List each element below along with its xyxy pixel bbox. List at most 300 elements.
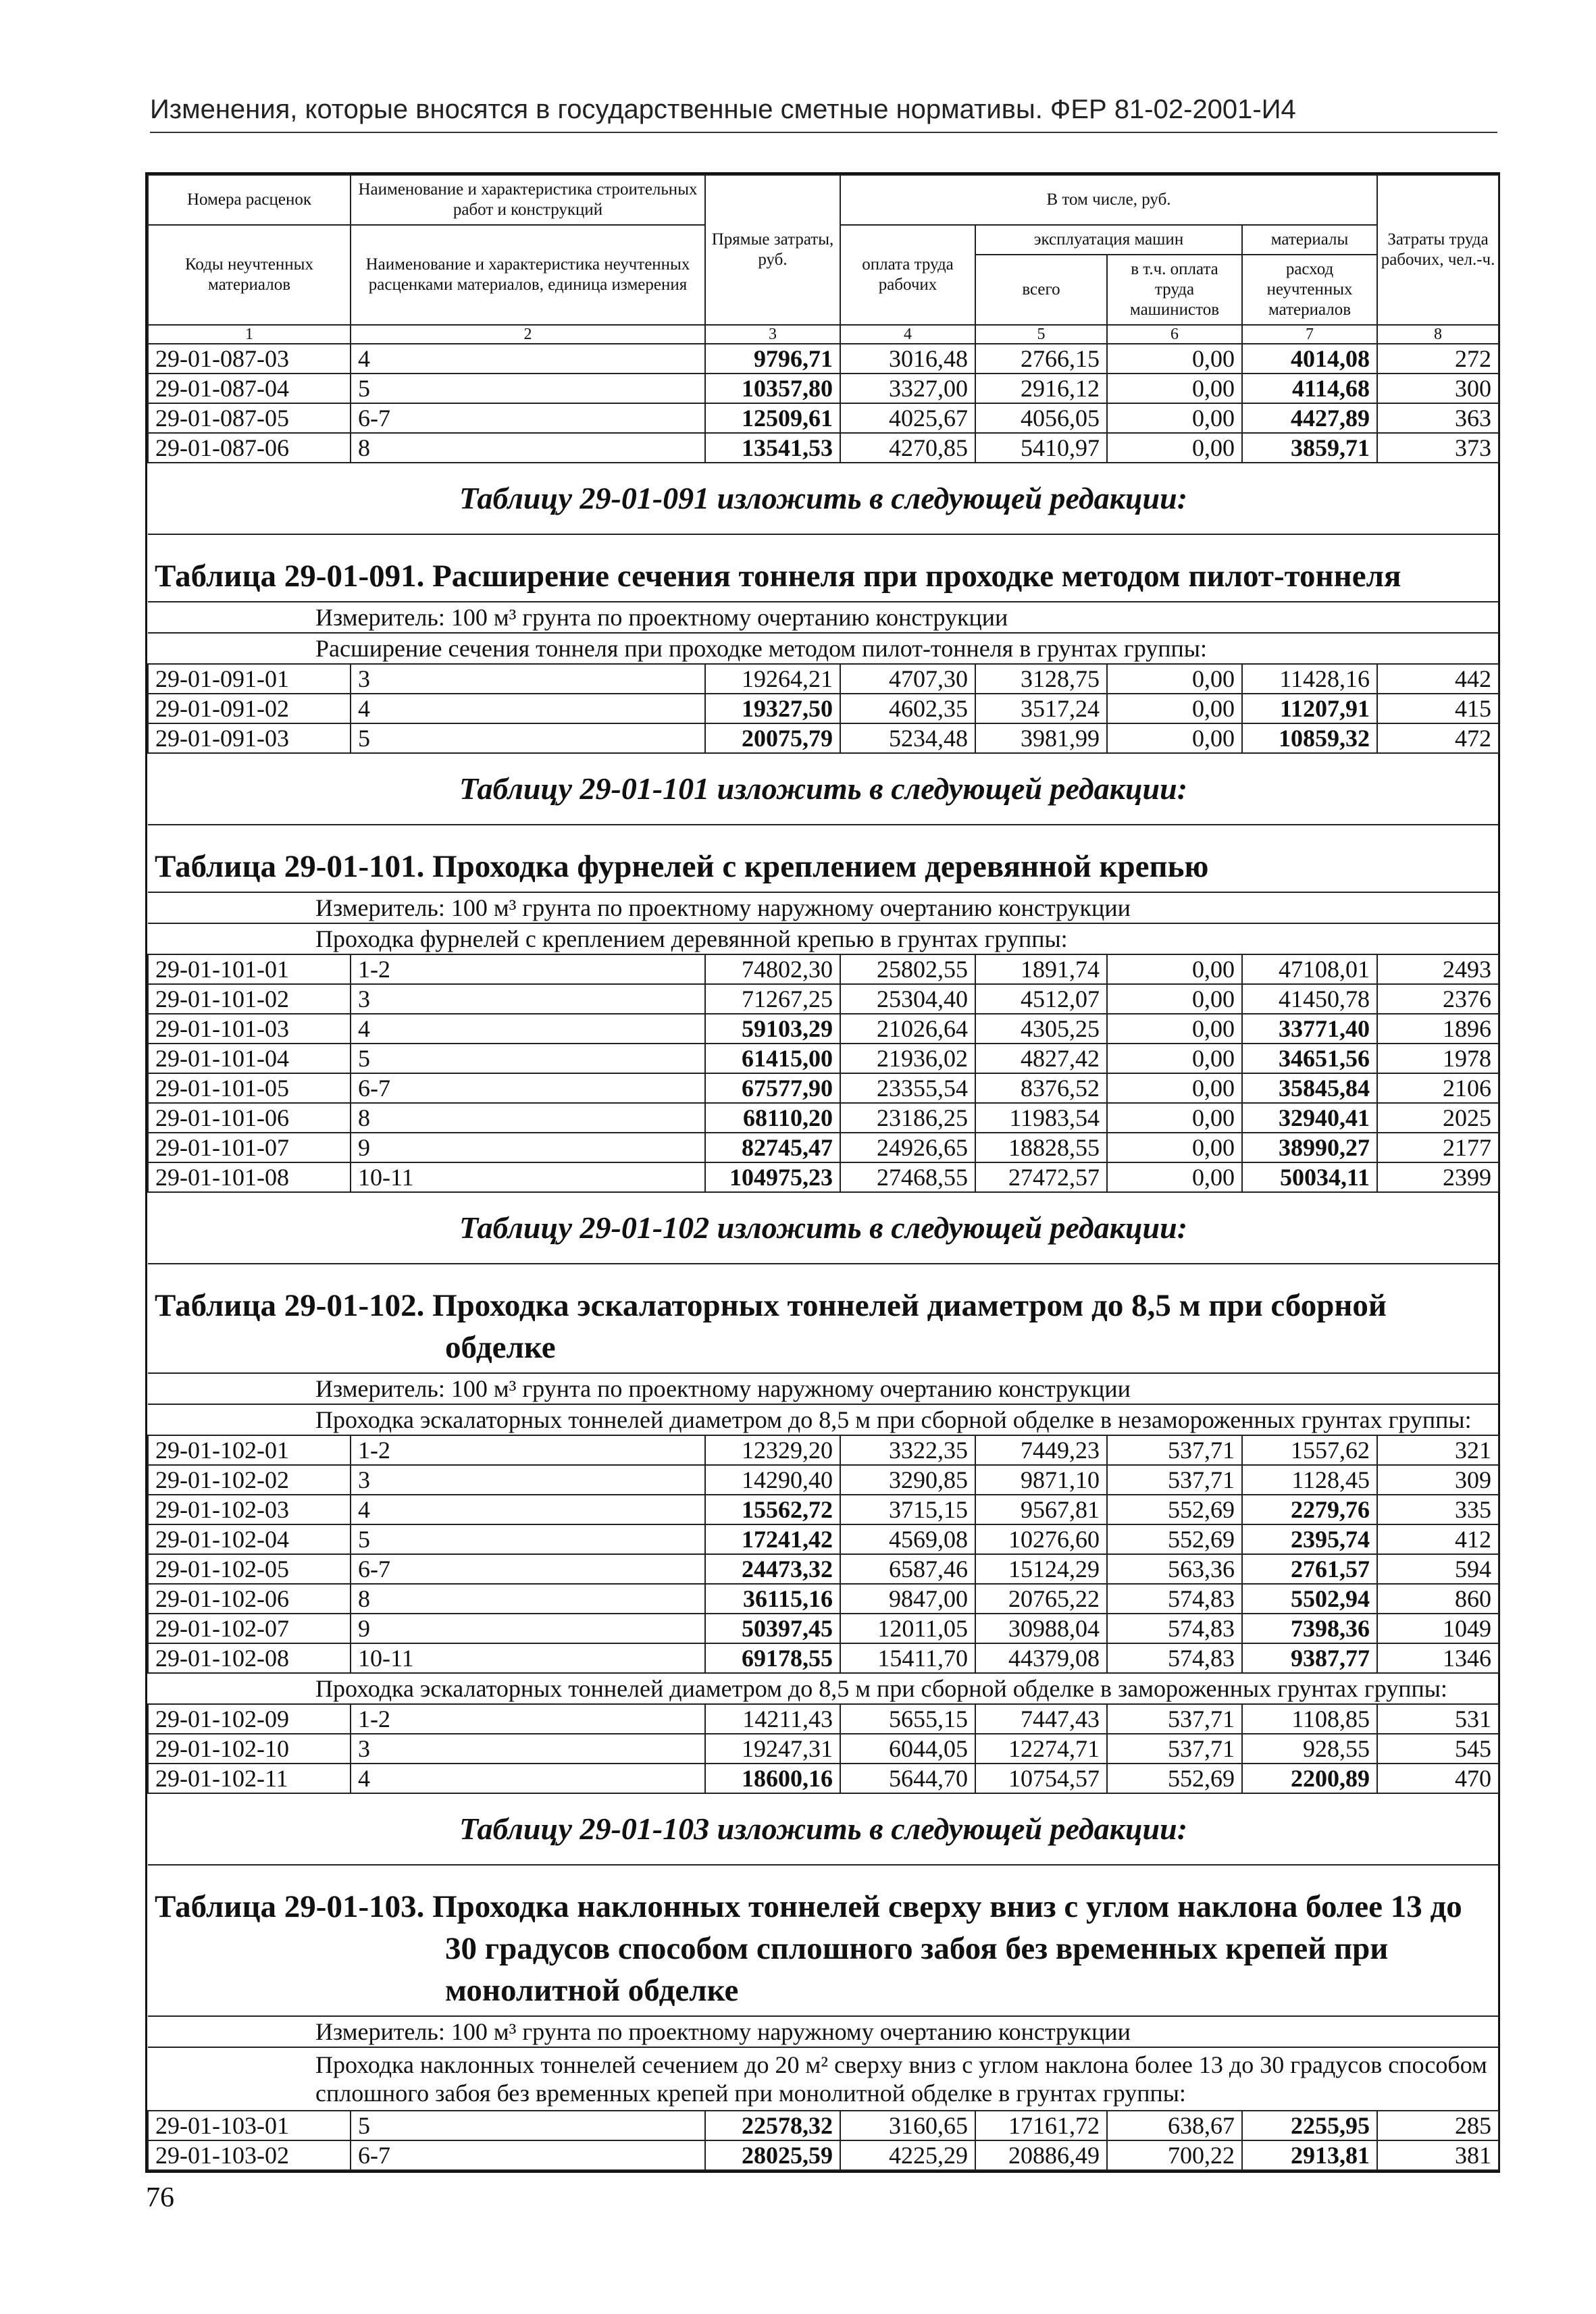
cell-mach-labor: 0,00 <box>1107 723 1242 753</box>
cell-mach: 3517,24 <box>975 694 1107 723</box>
col-name-top: Наименование и характеристика строительных работ и конструкций <box>358 180 698 219</box>
cell-hours: 381 <box>1377 2140 1499 2170</box>
table-row <box>148 2111 1499 2140</box>
cell-hours: 531 <box>1377 1704 1499 1734</box>
cell-labor: 3327,00 <box>840 374 975 403</box>
cell-group: 4 <box>351 1764 705 1793</box>
col-codes-top: Номера расценок <box>186 190 312 209</box>
materials-header: материалы <box>1242 225 1377 255</box>
cell-mach: 2916,12 <box>975 374 1107 403</box>
table-091-label: Таблица 29-01-091. <box>155 559 425 594</box>
cell-mach-labor: 700,22 <box>1107 2140 1242 2170</box>
cell-direct: 74802,30 <box>705 954 840 984</box>
cell-hours: 321 <box>1377 1435 1499 1465</box>
cell-code: 29-01-102-11 <box>148 1764 351 1793</box>
table-row <box>148 1524 1499 1554</box>
cell-mat: 2200,89 <box>1242 1764 1377 1793</box>
cell-mach: 30988,04 <box>975 1614 1107 1643</box>
cell-mach-labor: 537,71 <box>1107 1465 1242 1495</box>
cell-direct: 9796,71 <box>705 344 840 374</box>
table-row <box>148 1044 1499 1073</box>
cell-labor: 9847,00 <box>840 1584 975 1614</box>
cell-direct: 68110,20 <box>705 1103 840 1133</box>
col-name-bottom: Наименование и характеристика неучтенных расценками материалов, единица измерения <box>351 225 705 325</box>
cell-group: 10-11 <box>351 1643 705 1673</box>
cell-mat: 5502,94 <box>1242 1584 1377 1614</box>
cell-labor: 6587,46 <box>840 1554 975 1584</box>
group-header: В том числе, руб. <box>840 175 1377 225</box>
cell-code: 29-01-101-01 <box>148 954 351 984</box>
cell-mach-labor: 0,00 <box>1107 344 1242 374</box>
cell-hours: 272 <box>1377 344 1499 374</box>
table-087-body <box>148 344 1499 463</box>
cell-mach-labor: 552,69 <box>1107 1764 1242 1793</box>
cell-group: 4 <box>351 1495 705 1524</box>
cell-labor: 3322,35 <box>840 1435 975 1465</box>
cell-hours: 1978 <box>1377 1044 1499 1073</box>
cell-mat: 2279,76 <box>1242 1495 1377 1524</box>
cell-hours: 860 <box>1377 1584 1499 1614</box>
table-row <box>148 1734 1499 1764</box>
cell-labor: 3290,85 <box>840 1465 975 1495</box>
cell-code: 29-01-102-07 <box>148 1614 351 1643</box>
cell-direct: 19327,50 <box>705 694 840 723</box>
table-row <box>148 694 1499 723</box>
notice-103: Таблицу 29-01-103 изложить в следующей редакции: <box>148 1793 1499 1865</box>
cell-group: 8 <box>351 1103 705 1133</box>
table-091-measure: Измеритель: 100 м³ грунта по проектному очертанию конструкции <box>148 602 1499 633</box>
table-101-label: Таблица 29-01-101. <box>155 849 425 884</box>
cell-mach: 5410,97 <box>975 433 1107 463</box>
cell-group: 6-7 <box>351 403 705 433</box>
cell-labor: 4025,67 <box>840 403 975 433</box>
cell-code: 29-01-101-03 <box>148 1014 351 1044</box>
cell-direct: 19247,31 <box>705 1734 840 1764</box>
cell-direct: 19264,21 <box>705 664 840 694</box>
table-row <box>148 1554 1499 1584</box>
cell-hours: 412 <box>1377 1524 1499 1554</box>
table-row <box>148 664 1499 694</box>
table-row <box>148 723 1499 753</box>
cell-mach: 3128,75 <box>975 664 1107 694</box>
notice-091: Таблицу 29-01-091 изложить в следующей редакции: <box>148 463 1499 534</box>
cell-group: 1-2 <box>351 1435 705 1465</box>
cell-group: 10-11 <box>351 1162 705 1192</box>
table-102-body-frozen <box>148 1704 1499 1793</box>
cell-mat: 34651,56 <box>1242 1044 1377 1073</box>
table-102-name: Проходка эскалаторных тоннелей диаметром до 8,5 м при сборной обделке <box>432 1288 1387 1365</box>
cell-hours: 470 <box>1377 1764 1499 1793</box>
cell-labor: 15411,70 <box>840 1643 975 1673</box>
table-row <box>148 1614 1499 1643</box>
cell-group: 4 <box>351 1014 705 1044</box>
machines-header: эксплуатация машин <box>975 225 1242 255</box>
cell-group: 5 <box>351 1524 705 1554</box>
cell-labor: 3715,15 <box>840 1495 975 1524</box>
cell-code: 29-01-102-02 <box>148 1465 351 1495</box>
notice-101: Таблицу 29-01-101 изложить в следующей редакции: <box>148 753 1499 825</box>
cell-mach: 11983,54 <box>975 1103 1107 1133</box>
col-labor-header: оплата труда рабочих <box>840 225 975 325</box>
table-row <box>148 1764 1499 1793</box>
table-row <box>148 1435 1499 1465</box>
cell-group: 6-7 <box>351 2140 705 2170</box>
cell-labor: 5655,15 <box>840 1704 975 1734</box>
cell-mach-labor: 0,00 <box>1107 1162 1242 1192</box>
cell-labor: 6044,05 <box>840 1734 975 1764</box>
cell-direct: 36115,16 <box>705 1584 840 1614</box>
cell-mach-labor: 0,00 <box>1107 954 1242 984</box>
cell-mach-labor: 0,00 <box>1107 433 1242 463</box>
cell-mach: 4056,05 <box>975 403 1107 433</box>
cell-hours: 335 <box>1377 1495 1499 1524</box>
cell-code: 29-01-087-05 <box>148 403 351 433</box>
cell-group: 9 <box>351 1133 705 1162</box>
cell-hours: 2177 <box>1377 1133 1499 1162</box>
cell-mach-labor: 574,83 <box>1107 1584 1242 1614</box>
cell-mach-labor: 0,00 <box>1107 664 1242 694</box>
cell-code: 29-01-102-06 <box>148 1584 351 1614</box>
table-101-title <box>148 825 1499 892</box>
table-091-name: Расширение сечения тоннеля при проходке методом пилот-тоннеля <box>432 559 1401 594</box>
cell-mat: 4014,08 <box>1242 344 1377 374</box>
cell-mach-labor: 537,71 <box>1107 1734 1242 1764</box>
table-row <box>148 1073 1499 1103</box>
cell-mach-labor: 0,00 <box>1107 374 1242 403</box>
table-row <box>148 374 1499 403</box>
cell-labor: 3160,65 <box>840 2111 975 2140</box>
cell-hours: 2493 <box>1377 954 1499 984</box>
cell-mat: 33771,40 <box>1242 1014 1377 1044</box>
cell-mach-labor: 574,83 <box>1107 1643 1242 1673</box>
page-header: Изменения, которые вносятся в государственные сметные нормативы. ФЕР 81-02-2001-И4 <box>150 95 1497 133</box>
cell-mat: 10859,32 <box>1242 723 1377 753</box>
cell-hours: 2399 <box>1377 1162 1499 1192</box>
cell-labor: 4569,08 <box>840 1524 975 1554</box>
notice-101-section <box>148 753 1499 954</box>
cell-mach-labor: 638,67 <box>1107 2111 1242 2140</box>
col-number: 2 <box>351 325 705 344</box>
cell-mach: 18828,55 <box>975 1133 1107 1162</box>
table-091-title <box>148 534 1499 602</box>
cell-mat: 3859,71 <box>1242 433 1377 463</box>
cell-group: 5 <box>351 2111 705 2140</box>
table-103-subheader: Проходка наклонных тоннелей сечением до 20 м² сверху вниз с углом наклона более 13 до 30 градусов способом сплошного забоя без временных крепей при монолитной обделке в грунтах группы: <box>148 2047 1499 2111</box>
cell-code: 29-01-101-02 <box>148 984 351 1014</box>
cell-mach: 8376,52 <box>975 1073 1107 1103</box>
table-row <box>148 954 1499 984</box>
table-102-measure: Измеритель: 100 м³ грунта по проектному наружному очертанию конструкции <box>148 1373 1499 1404</box>
cell-hours: 2025 <box>1377 1103 1499 1133</box>
table-102-subheader-unfrozen: Проходка эскалаторных тоннелей диаметром до 8,5 м при сборной обделке в незамороженных грунтах группы: <box>148 1404 1499 1435</box>
cell-labor: 4707,30 <box>840 664 975 694</box>
table-103-title <box>148 1865 1499 2016</box>
cell-mat: 1108,85 <box>1242 1704 1377 1734</box>
cell-code: 29-01-103-01 <box>148 2111 351 2140</box>
cell-mat: 35845,84 <box>1242 1073 1377 1103</box>
cell-code: 29-01-087-04 <box>148 374 351 403</box>
cell-mach: 10754,57 <box>975 1764 1107 1793</box>
cell-code: 29-01-101-05 <box>148 1073 351 1103</box>
cell-code: 29-01-101-07 <box>148 1133 351 1162</box>
col-machines-total-header: всего <box>975 255 1107 325</box>
cell-hours: 545 <box>1377 1734 1499 1764</box>
table-101-subheader: Проходка фурнелей с креплением деревянной крепью в грунтах группы: <box>148 923 1499 954</box>
cell-labor: 25304,40 <box>840 984 975 1014</box>
cell-hours: 300 <box>1377 374 1499 403</box>
table-101-body <box>148 954 1499 1192</box>
cell-mach-labor: 0,00 <box>1107 403 1242 433</box>
cell-labor: 5234,48 <box>840 723 975 753</box>
cell-code: 29-01-087-06 <box>148 433 351 463</box>
cell-mach-labor: 552,69 <box>1107 1495 1242 1524</box>
cell-labor: 25802,55 <box>840 954 975 984</box>
cell-mach: 3981,99 <box>975 723 1107 753</box>
table-row <box>148 2140 1499 2170</box>
cell-hours: 1896 <box>1377 1014 1499 1044</box>
cell-mat: 2395,74 <box>1242 1524 1377 1554</box>
cell-mach: 44379,08 <box>975 1643 1107 1673</box>
cell-mat: 50034,11 <box>1242 1162 1377 1192</box>
table-row <box>148 1704 1499 1734</box>
column-numbers-row <box>148 325 1499 344</box>
cell-group: 8 <box>351 433 705 463</box>
cell-direct: 28025,59 <box>705 2140 840 2170</box>
cell-mach: 4305,25 <box>975 1014 1107 1044</box>
cell-code: 29-01-102-01 <box>148 1435 351 1465</box>
col-hours-header: Затраты труда рабочих, чел.-ч. <box>1377 175 1499 325</box>
cell-code: 29-01-103-02 <box>148 2140 351 2170</box>
cell-mat: 2255,95 <box>1242 2111 1377 2140</box>
col-number: 7 <box>1242 325 1377 344</box>
table-102-subheader-frozen: Проходка эскалаторных тоннелей диаметром до 8,5 м при сборной обделке в замороженных грунтах группы: <box>148 1673 1499 1704</box>
table-102-title <box>148 1264 1499 1373</box>
cell-group: 5 <box>351 374 705 403</box>
cell-hours: 373 <box>1377 433 1499 463</box>
cell-labor: 23186,25 <box>840 1103 975 1133</box>
cell-mach: 12274,71 <box>975 1734 1107 1764</box>
cell-mach-labor: 0,00 <box>1107 1014 1242 1044</box>
cell-mat: 928,55 <box>1242 1734 1377 1764</box>
cell-mach: 2766,15 <box>975 344 1107 374</box>
table-091-subheader: Расширение сечения тоннеля при проходке методом пилот-тоннеля в грунтах группы: <box>148 633 1499 664</box>
cell-direct: 12329,20 <box>705 1435 840 1465</box>
cell-mach: 9871,10 <box>975 1465 1107 1495</box>
cell-mach: 9567,81 <box>975 1495 1107 1524</box>
cell-hours: 1346 <box>1377 1643 1499 1673</box>
cell-direct: 14211,43 <box>705 1704 840 1734</box>
cell-mach: 1891,74 <box>975 954 1107 984</box>
cell-group: 3 <box>351 664 705 694</box>
cell-mach: 20886,49 <box>975 2140 1107 2170</box>
cell-labor: 5644,70 <box>840 1764 975 1793</box>
cell-mat: 1557,62 <box>1242 1435 1377 1465</box>
table-103-body <box>148 2111 1499 2170</box>
cell-mach: 17161,72 <box>975 2111 1107 2140</box>
cell-labor: 4270,85 <box>840 433 975 463</box>
cell-direct: 18600,16 <box>705 1764 840 1793</box>
cell-direct: 24473,32 <box>705 1554 840 1584</box>
cell-mat: 47108,01 <box>1242 954 1377 984</box>
cell-mat: 2761,57 <box>1242 1554 1377 1584</box>
col-name-header <box>351 175 705 225</box>
cell-mat: 11207,91 <box>1242 694 1377 723</box>
cell-group: 1-2 <box>351 954 705 984</box>
cell-mach-labor: 0,00 <box>1107 1044 1242 1073</box>
cell-hours: 415 <box>1377 694 1499 723</box>
cell-mach: 7447,43 <box>975 1704 1107 1734</box>
cell-hours: 2106 <box>1377 1073 1499 1103</box>
cell-group: 4 <box>351 344 705 374</box>
cell-mat: 41450,78 <box>1242 984 1377 1014</box>
cell-labor: 23355,54 <box>840 1073 975 1103</box>
table-row <box>148 403 1499 433</box>
cell-group: 5 <box>351 1044 705 1073</box>
col-number: 4 <box>840 325 975 344</box>
cell-hours: 594 <box>1377 1554 1499 1584</box>
table-row <box>148 1495 1499 1524</box>
col-machinists-header: в т.ч. оплата труда машинистов <box>1107 255 1242 325</box>
cell-mach: 27472,57 <box>975 1162 1107 1192</box>
col-number: 3 <box>705 325 840 344</box>
cell-direct: 17241,42 <box>705 1524 840 1554</box>
cell-labor: 21026,64 <box>840 1014 975 1044</box>
cell-group: 6-7 <box>351 1073 705 1103</box>
cell-mat: 11428,16 <box>1242 664 1377 694</box>
cell-direct: 22578,32 <box>705 2111 840 2140</box>
notice-102-section <box>148 1192 1499 1435</box>
cell-mach: 4512,07 <box>975 984 1107 1014</box>
cell-direct: 61415,00 <box>705 1044 840 1073</box>
cell-group: 8 <box>351 1584 705 1614</box>
cell-hours: 309 <box>1377 1465 1499 1495</box>
cell-direct: 20075,79 <box>705 723 840 753</box>
cell-direct: 69178,55 <box>705 1643 840 1673</box>
cell-group: 4 <box>351 694 705 723</box>
cell-code: 29-01-087-03 <box>148 344 351 374</box>
cell-group: 5 <box>351 723 705 753</box>
cell-mat: 4427,89 <box>1242 403 1377 433</box>
cell-code: 29-01-101-08 <box>148 1162 351 1192</box>
notice-102: Таблицу 29-01-102 изложить в следующей редакции: <box>148 1192 1499 1264</box>
cell-labor: 27468,55 <box>840 1162 975 1192</box>
cell-labor: 24926,65 <box>840 1133 975 1162</box>
cell-hours: 442 <box>1377 664 1499 694</box>
cell-labor: 21936,02 <box>840 1044 975 1073</box>
cell-hours: 472 <box>1377 723 1499 753</box>
cell-code: 29-01-102-09 <box>148 1704 351 1734</box>
cell-labor: 4225,29 <box>840 2140 975 2170</box>
table-header <box>148 175 1499 344</box>
cell-mach-labor: 0,00 <box>1107 984 1242 1014</box>
cell-group: 3 <box>351 1734 705 1764</box>
table-102-body-unfrozen <box>148 1435 1499 1673</box>
cell-direct: 82745,47 <box>705 1133 840 1162</box>
cell-labor: 4602,35 <box>840 694 975 723</box>
col-codes-header <box>148 175 351 225</box>
cell-code: 29-01-091-01 <box>148 664 351 694</box>
cell-code: 29-01-091-02 <box>148 694 351 723</box>
cell-mach-labor: 552,69 <box>1107 1524 1242 1554</box>
cell-mach: 7449,23 <box>975 1435 1107 1465</box>
cell-direct: 67577,90 <box>705 1073 840 1103</box>
norms-table <box>147 174 1499 2171</box>
cell-group: 9 <box>351 1614 705 1643</box>
cell-code: 29-01-091-03 <box>148 723 351 753</box>
col-codes-bottom: Коды неучтенных материалов <box>148 225 351 325</box>
cell-mach-labor: 537,71 <box>1107 1704 1242 1734</box>
cell-hours: 285 <box>1377 2111 1499 2140</box>
cell-code: 29-01-102-04 <box>148 1524 351 1554</box>
cell-code: 29-01-101-06 <box>148 1103 351 1133</box>
col-materials-header: расход неучтенных материалов <box>1242 255 1377 325</box>
table-row <box>148 984 1499 1014</box>
table-row <box>148 1465 1499 1495</box>
table-row <box>148 433 1499 463</box>
table-row <box>148 1014 1499 1044</box>
cell-mat: 4114,68 <box>1242 374 1377 403</box>
cell-code: 29-01-102-03 <box>148 1495 351 1524</box>
notice-091-section <box>148 463 1499 664</box>
cell-mat: 38990,27 <box>1242 1133 1377 1162</box>
cell-mat: 1128,45 <box>1242 1465 1377 1495</box>
cell-labor: 12011,05 <box>840 1614 975 1643</box>
cell-direct: 12509,61 <box>705 403 840 433</box>
cell-mach-labor: 0,00 <box>1107 1103 1242 1133</box>
cell-direct: 13541,53 <box>705 433 840 463</box>
cell-direct: 14290,40 <box>705 1465 840 1495</box>
cell-code: 29-01-101-04 <box>148 1044 351 1073</box>
table-103-name: Проходка наклонных тоннелей сверху вниз с углом наклона более 13 до 30 градусов способом сплошного забоя без временных крепей при монолитной обделке <box>432 1889 1462 2008</box>
page-number: 76 <box>146 2182 174 2213</box>
table-row <box>148 1643 1499 1673</box>
col-number: 5 <box>975 325 1107 344</box>
cell-mach-labor: 0,00 <box>1107 1073 1242 1103</box>
cell-mach-labor: 537,71 <box>1107 1435 1242 1465</box>
cell-group: 3 <box>351 984 705 1014</box>
col-number: 1 <box>148 325 351 344</box>
col-direct-header: Прямые затраты, руб. <box>705 175 840 325</box>
table-row <box>148 1162 1499 1192</box>
notice-103-section <box>148 1793 1499 2111</box>
cell-direct: 59103,29 <box>705 1014 840 1044</box>
cell-direct: 15562,72 <box>705 1495 840 1524</box>
table-101-name: Проходка фурнелей с креплением деревянной крепью <box>432 849 1209 884</box>
cell-mat: 32940,41 <box>1242 1103 1377 1133</box>
table-102-frozen-section <box>148 1673 1499 1704</box>
table-102-label: Таблица 29-01-102. <box>155 1288 425 1323</box>
cell-mach-labor: 0,00 <box>1107 1133 1242 1162</box>
col-number: 8 <box>1377 325 1499 344</box>
cell-mat: 2913,81 <box>1242 2140 1377 2170</box>
cell-direct: 50397,45 <box>705 1614 840 1643</box>
cell-code: 29-01-102-05 <box>148 1554 351 1584</box>
cell-hours: 363 <box>1377 403 1499 433</box>
cell-mat: 9387,77 <box>1242 1643 1377 1673</box>
cell-mach: 15124,29 <box>975 1554 1107 1584</box>
cell-direct: 71267,25 <box>705 984 840 1014</box>
cell-mach-labor: 574,83 <box>1107 1614 1242 1643</box>
table-row <box>148 1133 1499 1162</box>
cell-mach: 10276,60 <box>975 1524 1107 1554</box>
table-103-measure: Измеритель: 100 м³ грунта по проектному наружному очертанию конструкции <box>148 2016 1499 2047</box>
cell-mach-labor: 0,00 <box>1107 694 1242 723</box>
table-row <box>148 344 1499 374</box>
table-091-body <box>148 664 1499 753</box>
cell-direct: 104975,23 <box>705 1162 840 1192</box>
col-number: 6 <box>1107 325 1242 344</box>
cell-mach: 4827,42 <box>975 1044 1107 1073</box>
